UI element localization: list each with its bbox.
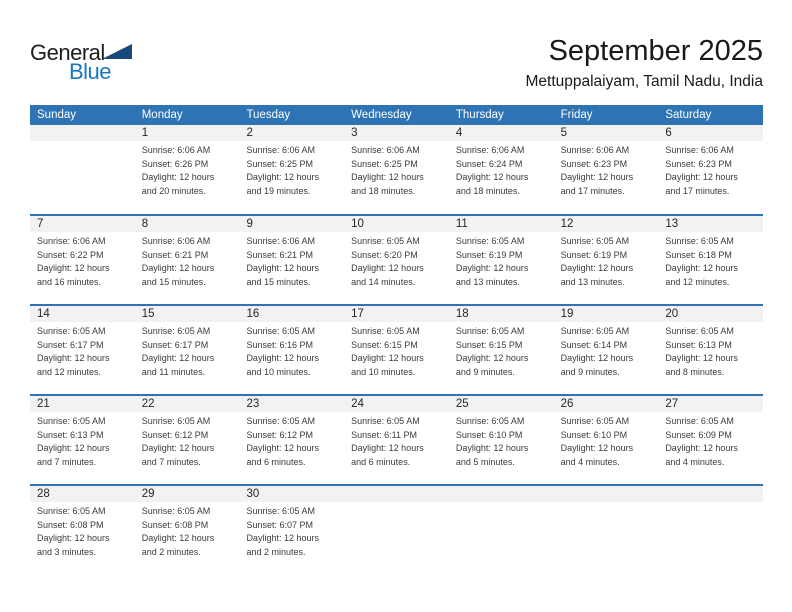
sunset-text: Sunset: 6:17 PM	[141, 339, 209, 350]
daylight-text: Daylight: 12 hours and 8 minutes.	[665, 353, 738, 377]
sunset-text: Sunset: 6:13 PM	[37, 429, 104, 440]
sunrise-text: Sunrise: 6:05 AM	[351, 326, 420, 336]
sunset-text: Sunset: 6:12 PM	[246, 429, 313, 440]
sunset-text: Sunset: 6:10 PM	[455, 429, 523, 440]
sunrise-text: Sunrise: 6:05 AM	[246, 506, 315, 516]
daylight-text: Daylight: 12 hours and 12 minutes.	[37, 353, 110, 377]
sunset-text: Sunset: 6:23 PM	[560, 158, 628, 169]
sunrise-text: Sunrise: 6:05 AM	[246, 416, 315, 426]
day-details-row	[30, 502, 763, 559]
sunrise-text: Sunrise: 6:06 AM	[560, 145, 630, 155]
sunrise-text: Sunrise: 6:06 AM	[455, 145, 525, 155]
logo-triangle-icon	[102, 44, 132, 60]
day-cell	[449, 502, 554, 559]
sunrise-text: Sunrise: 6:05 AM	[560, 326, 630, 336]
day-cell	[135, 322, 240, 379]
day-number: 25	[455, 398, 469, 410]
sunset-text: Sunset: 6:12 PM	[141, 429, 209, 440]
daylight-text: Daylight: 12 hours and 2 minutes.	[141, 533, 215, 557]
day-cell	[658, 141, 763, 198]
day-cell	[344, 141, 449, 198]
sunrise-text: Sunrise: 6:05 AM	[560, 416, 630, 426]
daylight-text: Daylight: 12 hours and 20 minutes.	[141, 172, 215, 196]
daylight-text: Daylight: 12 hours and 4 minutes.	[560, 443, 634, 467]
weekday-header-cell: Wednesday	[351, 109, 412, 121]
day-number	[554, 486, 659, 502]
sunrise-text: Sunrise: 6:06 AM	[665, 145, 734, 155]
sunrise-text: Sunrise: 6:06 AM	[37, 236, 106, 246]
day-cell	[30, 141, 135, 198]
daylight-text: Daylight: 12 hours and 7 minutes.	[37, 443, 110, 467]
sunrise-text: Sunrise: 6:05 AM	[246, 326, 315, 336]
day-number: 5	[560, 127, 567, 139]
logo-text-general: General	[30, 40, 105, 65]
sunrise-text: Sunrise: 6:05 AM	[141, 506, 211, 516]
day-number: 1	[141, 127, 149, 139]
day-cell	[554, 322, 659, 379]
sunset-text: Sunset: 6:11 PM	[351, 429, 418, 440]
weekday-header-cell: Sunday	[37, 109, 77, 121]
day-cell	[449, 322, 554, 379]
week-row	[30, 394, 763, 484]
day-cell	[449, 412, 554, 469]
daylight-text: Daylight: 12 hours and 17 minutes.	[665, 172, 738, 196]
day-number: 22	[141, 398, 155, 410]
sunrise-text: Sunrise: 6:05 AM	[37, 506, 106, 516]
sunset-text: Sunset: 6:20 PM	[351, 249, 418, 260]
daylight-text: Daylight: 12 hours and 13 minutes.	[455, 263, 529, 287]
daylight-text: Daylight: 12 hours and 11 minutes.	[141, 353, 215, 377]
sunrise-text: Sunrise: 6:05 AM	[455, 236, 525, 246]
day-number: 20	[665, 308, 679, 320]
day-cell	[135, 502, 240, 559]
day-number: 19	[560, 308, 574, 320]
sunset-text: Sunset: 6:18 PM	[665, 249, 732, 260]
daylight-text: Daylight: 12 hours and 5 minutes.	[455, 443, 529, 467]
sunset-text: Sunset: 6:14 PM	[560, 339, 628, 350]
daylight-text: Daylight: 12 hours and 13 minutes.	[560, 263, 634, 287]
daylight-text: Daylight: 12 hours and 9 minutes.	[455, 353, 529, 377]
day-number	[30, 125, 135, 141]
daylight-text: Daylight: 12 hours and 7 minutes.	[141, 443, 215, 467]
sunrise-text: Sunrise: 6:05 AM	[37, 326, 106, 336]
day-cell	[554, 232, 659, 289]
daylight-text: Daylight: 12 hours and 18 minutes.	[455, 172, 529, 196]
sunrise-text: Sunrise: 6:05 AM	[141, 416, 211, 426]
weekday-header-cell: Friday	[560, 109, 593, 121]
week-row	[30, 125, 763, 214]
day-cell	[239, 502, 344, 559]
sunrise-text: Sunrise: 6:05 AM	[455, 416, 525, 426]
day-cell	[30, 502, 135, 559]
day-number-band	[30, 306, 763, 322]
day-cell	[449, 141, 554, 198]
daylight-text: Daylight: 12 hours and 3 minutes.	[37, 533, 110, 557]
sunset-text: Sunset: 6:08 PM	[141, 519, 209, 530]
day-cell	[554, 412, 659, 469]
day-cell	[30, 412, 135, 469]
day-cell	[239, 412, 344, 469]
day-number: 14	[37, 308, 50, 320]
sunrise-text: Sunrise: 6:06 AM	[351, 145, 420, 155]
sunrise-text: Sunrise: 6:06 AM	[246, 236, 315, 246]
day-cell	[554, 141, 659, 198]
day-number	[449, 486, 554, 502]
sunset-text: Sunset: 6:07 PM	[246, 519, 313, 530]
day-number: 6	[665, 127, 672, 139]
daylight-text: Daylight: 12 hours and 4 minutes.	[665, 443, 738, 467]
day-cell	[239, 322, 344, 379]
daylight-text: Daylight: 12 hours and 10 minutes.	[246, 353, 319, 377]
day-number: 18	[455, 308, 469, 320]
sunrise-text: Sunrise: 6:05 AM	[351, 236, 420, 246]
weekday-header-cell: Monday	[141, 109, 183, 121]
day-number	[344, 486, 449, 502]
week-row	[30, 214, 763, 304]
page-title: September 2025	[548, 35, 763, 67]
day-cell	[449, 232, 554, 289]
day-cell	[344, 232, 449, 289]
weekday-header-cell: Saturday	[665, 109, 712, 121]
sunset-text: Sunset: 6:10 PM	[560, 429, 628, 440]
sunset-text: Sunset: 6:21 PM	[141, 249, 209, 260]
general-blue-logo	[30, 40, 150, 84]
logo-triangle-shape	[102, 44, 132, 59]
sunset-text: Sunset: 6:21 PM	[246, 249, 313, 260]
day-number: 16	[246, 308, 260, 320]
sunset-text: Sunset: 6:19 PM	[455, 249, 523, 260]
day-cell	[135, 412, 240, 469]
day-details-row	[30, 141, 763, 198]
daylight-text: Daylight: 12 hours and 16 minutes.	[37, 263, 110, 287]
daylight-text: Daylight: 12 hours and 19 minutes.	[246, 172, 319, 196]
day-details-row	[30, 232, 763, 289]
day-number: 21	[37, 398, 50, 410]
day-number: 26	[560, 398, 574, 410]
sunrise-text: Sunrise: 6:05 AM	[560, 236, 630, 246]
sunrise-text: Sunrise: 6:05 AM	[37, 416, 106, 426]
day-number-band	[30, 125, 763, 141]
sunset-text: Sunset: 6:25 PM	[246, 158, 313, 169]
daylight-text: Daylight: 12 hours and 12 minutes.	[665, 263, 738, 287]
day-cell	[135, 232, 240, 289]
day-number: 7	[37, 218, 44, 230]
sunset-text: Sunset: 6:17 PM	[37, 339, 104, 350]
logo-text-blue: Blue	[69, 59, 112, 84]
sunrise-text: Sunrise: 6:06 AM	[141, 145, 211, 155]
weekday-header-row	[30, 105, 763, 125]
day-number-band	[30, 396, 763, 412]
sunset-text: Sunset: 6:19 PM	[560, 249, 628, 260]
day-cell	[344, 412, 449, 469]
daylight-text: Daylight: 12 hours and 9 minutes.	[560, 353, 634, 377]
day-details-row	[30, 322, 763, 379]
daylight-text: Daylight: 12 hours and 14 minutes.	[351, 263, 424, 287]
daylight-text: Daylight: 12 hours and 6 minutes.	[351, 443, 424, 467]
day-details-row	[30, 412, 763, 469]
sunset-text: Sunset: 6:15 PM	[351, 339, 418, 350]
weekday-header-cell: Thursday	[455, 109, 504, 121]
week-row	[30, 304, 763, 394]
daylight-text: Daylight: 12 hours and 17 minutes.	[560, 172, 634, 196]
day-number: 4	[455, 127, 463, 139]
day-cell	[344, 502, 449, 559]
day-cell	[239, 141, 344, 198]
sunrise-text: Sunrise: 6:05 AM	[665, 416, 734, 426]
day-cell	[30, 322, 135, 379]
sunrise-text: Sunrise: 6:06 AM	[246, 145, 315, 155]
day-number: 23	[246, 398, 260, 410]
daylight-text: Daylight: 12 hours and 15 minutes.	[141, 263, 215, 287]
sunset-text: Sunset: 6:16 PM	[246, 339, 313, 350]
day-cell	[658, 502, 763, 559]
day-cell	[658, 412, 763, 469]
day-number: 28	[37, 488, 50, 500]
daylight-text: Daylight: 12 hours and 15 minutes.	[246, 263, 319, 287]
day-number-band	[30, 486, 763, 502]
day-number: 11	[455, 218, 468, 230]
day-cell	[135, 141, 240, 198]
sunset-text: Sunset: 6:25 PM	[351, 158, 418, 169]
sunset-text: Sunset: 6:23 PM	[665, 158, 732, 169]
title-block	[525, 34, 763, 92]
day-number: 24	[351, 398, 364, 410]
day-number-band	[30, 216, 763, 232]
day-number: 9	[246, 218, 253, 230]
sunset-text: Sunset: 6:13 PM	[665, 339, 732, 350]
day-number: 29	[141, 488, 155, 500]
week-row	[30, 484, 763, 574]
day-cell	[344, 322, 449, 379]
day-number: 30	[246, 488, 260, 500]
sunrise-text: Sunrise: 6:05 AM	[665, 326, 734, 336]
daylight-text: Daylight: 12 hours and 2 minutes.	[246, 533, 319, 557]
day-number: 13	[665, 218, 679, 230]
weekday-header-cell: Tuesday	[246, 109, 291, 121]
day-cell	[658, 232, 763, 289]
day-number: 17	[351, 308, 364, 320]
sunrise-text: Sunrise: 6:05 AM	[455, 326, 525, 336]
sunrise-text: Sunrise: 6:05 AM	[141, 326, 211, 336]
day-number	[658, 486, 763, 502]
sunset-text: Sunset: 6:22 PM	[37, 249, 104, 260]
day-number: 27	[665, 398, 679, 410]
sunset-text: Sunset: 6:09 PM	[665, 429, 732, 440]
sunset-text: Sunset: 6:08 PM	[37, 519, 104, 530]
day-cell	[239, 232, 344, 289]
daylight-text: Daylight: 12 hours and 6 minutes.	[246, 443, 319, 467]
day-number: 10	[351, 218, 364, 230]
day-cell	[658, 322, 763, 379]
sunset-text: Sunset: 6:26 PM	[141, 158, 209, 169]
day-number: 8	[141, 218, 149, 230]
day-cell	[554, 502, 659, 559]
sunset-text: Sunset: 6:24 PM	[455, 158, 523, 169]
page-subtitle: Mettuppalaiyam, Tamil Nadu, India	[525, 73, 763, 90]
sunrise-text: Sunrise: 6:05 AM	[665, 236, 734, 246]
day-number: 2	[246, 127, 253, 139]
sunrise-text: Sunrise: 6:06 AM	[141, 236, 211, 246]
sunrise-text: Sunrise: 6:05 AM	[351, 416, 420, 426]
day-number: 12	[560, 218, 574, 230]
daylight-text: Daylight: 12 hours and 10 minutes.	[351, 353, 424, 377]
sunset-text: Sunset: 6:15 PM	[455, 339, 523, 350]
day-cell	[30, 232, 135, 289]
calendar-grid	[30, 105, 763, 574]
daylight-text: Daylight: 12 hours and 18 minutes.	[351, 172, 424, 196]
day-number: 15	[141, 308, 155, 320]
day-number: 3	[351, 127, 358, 139]
